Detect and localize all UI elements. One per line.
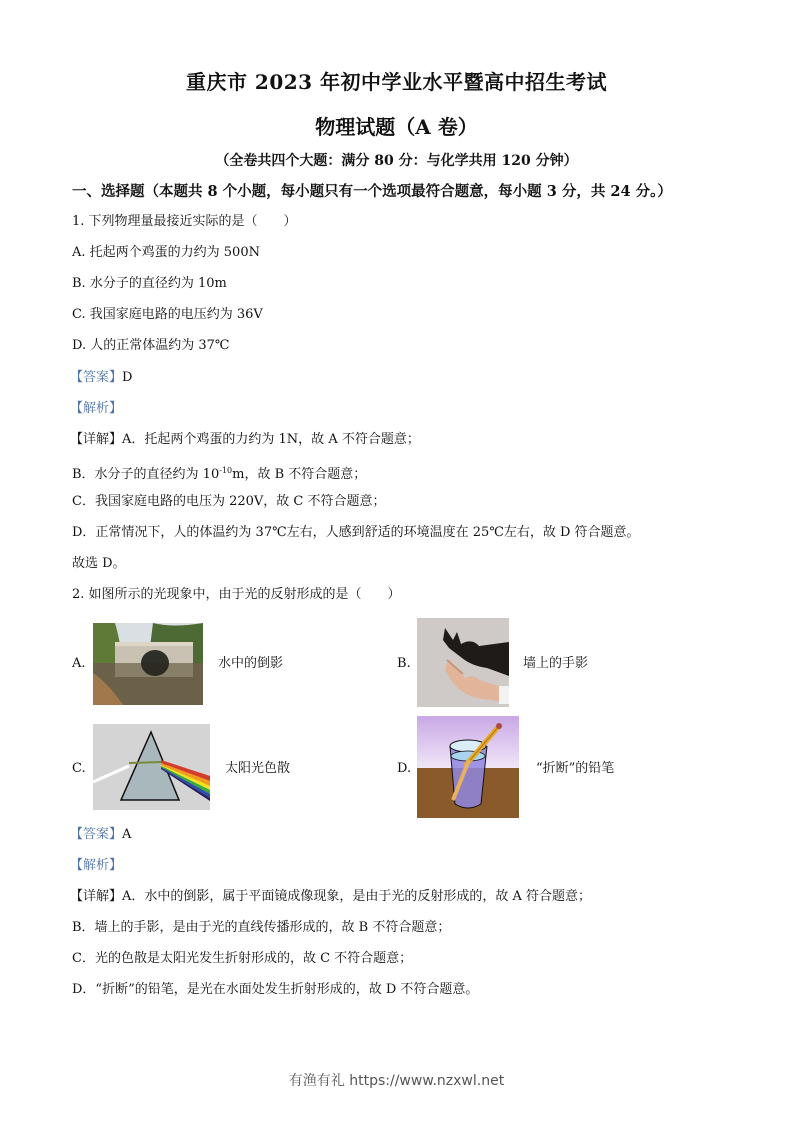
hand-shadow-photo [417,618,509,707]
q2-option-d-label: D. [397,761,412,776]
q1-answer [70,369,132,387]
exam-note: （全卷共四个大题：满分 80 分：与化学共用 120 分钟） [215,153,578,169]
q2-option-b-caption: 墙上的手影 [523,656,589,671]
answer-tag: 【答案】 [70,370,123,385]
exam-title: 重庆市 2023 年初中学业水平暨高中招生考试 [185,70,608,94]
footer-watermark: 有渔有礼 https://www.nzxwl.net [288,1073,505,1089]
q2-detail-c: C．光的色散是太阳光发生折射形成的，故 C 不符合题意； [72,951,413,966]
q2-detail-d: D．“折断”的铅笔，是光在水面处发生折射形成的，故 D 不符合题意。 [72,982,479,997]
bridge-reflection-photo [93,623,203,705]
analysis-tag: 【解析】 [70,401,123,416]
answer-tag: 【答案】 [70,827,123,842]
q2-option-c-caption: 太阳光色散 [225,761,291,776]
detail-tag: 【详解】 [70,889,123,904]
q1-stem: 1. 下列物理量最接近实际的是（ ） [72,214,297,229]
q1-conclusion: 故选 D。 [72,556,126,571]
q1-detail-c: C．我国家庭电路的电压为 220V，故 C 不符合题意； [72,494,386,509]
q1-option-b: B. 水分子的直径约为 10m [72,276,227,291]
answer-value: D [122,370,133,385]
answer-value: A [122,827,132,842]
q2-option-a-caption: 水中的倒影 [218,656,284,671]
pencil-in-water-diagram [417,716,519,818]
section-heading: 一、选择题（本题共 8 个小题，每小题只有一个选项最符合题意，每小题 3 分，共 24 分。） [72,183,672,200]
detail-text: A．托起两个鸡蛋的力约为 1N，故 A 不符合题意； [122,432,420,447]
q2-option-a-label: A. [72,656,86,671]
exam-subtitle: 物理试题（A 卷） [315,115,478,139]
q1-option-d: D. 人的正常体温约为 37℃ [72,338,230,353]
q1-detail-a [70,431,420,449]
q2-detail-b: B．墙上的手影，是由于光的直线传播形成的，故 B 不符合题意； [72,920,451,935]
q2-stem: 2. 如图所示的光现象中，由于光的反射形成的是（ ） [72,587,401,602]
q2-detail-a [70,888,591,906]
detail-text: B．水分子的直径约为 10 [72,467,220,482]
q2-option-b-label: B. [397,656,411,671]
q2-option-d-caption: “折断”的铅笔 [536,761,615,776]
detail-text: A．水中的倒影，属于平面镜成像现象，是由于光的反射形成的，故 A 符合题意； [122,889,592,904]
q1-analysis-tag [70,400,122,418]
q1-option-c: C. 我国家庭电路的电压约为 36V [72,307,263,322]
q2-option-c-label: C. [72,761,86,776]
analysis-tag: 【解析】 [70,858,123,873]
q2-analysis-tag [70,857,122,875]
q1-detail-d: D．正常情况下，人的体温约为 37℃左右，人感到舒适的环境温度在 25℃左右，故 D 符合题意。 [72,525,640,540]
q2-answer [70,826,131,844]
exponent: -10 [219,466,233,475]
prism-dispersion-diagram [93,724,210,810]
detail-text: m，故 B 不符合题意； [232,467,367,482]
detail-tag: 【详解】 [70,432,123,447]
q1-option-a: A. 托起两个鸡蛋的力约为 500N [72,245,260,260]
q1-detail-b [72,462,366,484]
